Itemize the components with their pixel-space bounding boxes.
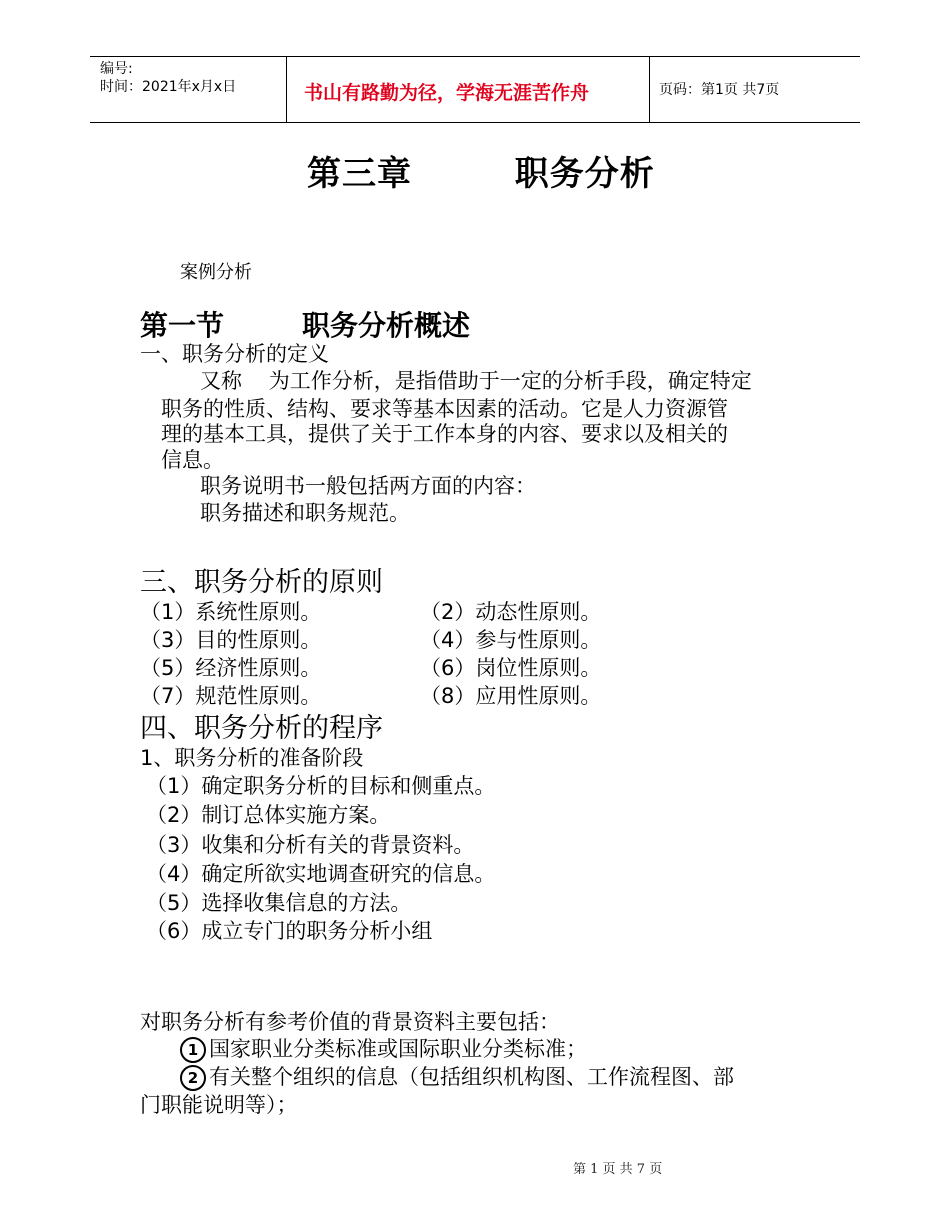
principle-3: （3）目的性原则。 bbox=[140, 628, 322, 652]
prep-step-1: （1）确定职务分析的目标和侧重点。 bbox=[146, 774, 496, 798]
circled-number-1: 1 bbox=[180, 1037, 206, 1063]
case-analysis-label: 案例分析 bbox=[180, 262, 252, 283]
background-item-2 bbox=[180, 1061, 734, 1091]
section3-title: 三、职务分析的原则 bbox=[140, 567, 383, 598]
prep-step-5: （5）选择收集信息的方法。 bbox=[146, 891, 412, 915]
definition-line-3: 理的基本工具，提供了关于工作本身的内容、要求以及相关的 bbox=[161, 422, 728, 446]
header-page-label: 页码：第1页 共7页 bbox=[659, 82, 780, 98]
job-description-content: 职务描述和职务规范。 bbox=[200, 501, 410, 525]
section1-definition-heading: 一、职务分析的定义 bbox=[140, 342, 329, 366]
definition-line-1: 又称 为工作分析，是指借助于一定的分析手段，确定特定 bbox=[200, 369, 752, 393]
header-top-rule bbox=[90, 56, 860, 57]
principle-6: （6）岗位性原则。 bbox=[420, 656, 602, 680]
header-time-label: 时间：2021年x月x日 bbox=[100, 79, 237, 95]
header-motto: 书山有路勤为径，学海无涯苦作舟 bbox=[304, 82, 590, 104]
section1-title: 第一节 职务分析概述 bbox=[140, 309, 470, 342]
principle-5: （5）经济性原则。 bbox=[140, 656, 322, 680]
principle-8: （8）应用性原则。 bbox=[420, 684, 602, 708]
page-footer: 第 1 页 共 7 页 bbox=[573, 1162, 663, 1177]
principle-1: （1）系统性原则。 bbox=[140, 600, 322, 624]
background-item-2-text: 有关整个组织的信息（包括组织机构图、工作流程图、部 bbox=[209, 1065, 734, 1089]
prep-step-2: （2）制订总体实施方案。 bbox=[146, 803, 391, 827]
background-item-2-continued: 门职能说明等）； bbox=[140, 1093, 298, 1117]
header-bottom-rule bbox=[90, 122, 860, 123]
circled-number-2: 2 bbox=[180, 1065, 206, 1091]
definition-line-4: 信息。 bbox=[161, 448, 224, 472]
section4-title: 四、职务分析的程序 bbox=[140, 713, 383, 744]
header-divider-right bbox=[649, 56, 650, 122]
background-item-1-text: 国家职业分类标准或国际职业分类标准； bbox=[209, 1037, 587, 1061]
principle-4: （4）参与性原则。 bbox=[420, 628, 602, 652]
definition-line-2: 职务的性质、结构、要求等基本因素的活动。它是人力资源管 bbox=[161, 397, 728, 421]
header-number-label: 编号: bbox=[100, 61, 133, 77]
preparation-stage-heading: 1、职务分析的准备阶段 bbox=[140, 746, 364, 770]
principle-2: （2）动态性原则。 bbox=[420, 600, 602, 624]
prep-step-6: （6）成立专门的职务分析小组 bbox=[146, 919, 433, 943]
background-intro: 对职务分析有参考价值的背景资料主要包括： bbox=[140, 1010, 560, 1034]
header-divider-left bbox=[286, 56, 287, 122]
prep-step-4: （4）确定所欲实地调查研究的信息。 bbox=[146, 862, 496, 886]
job-description-intro: 职务说明书一般包括两方面的内容： bbox=[200, 474, 536, 498]
chapter-title: 第三章 职务分析 bbox=[307, 154, 655, 194]
principle-7: （7）规范性原则。 bbox=[140, 684, 322, 708]
background-item-1 bbox=[180, 1033, 587, 1063]
prep-step-3: （3）收集和分析有关的背景资料。 bbox=[146, 833, 475, 857]
